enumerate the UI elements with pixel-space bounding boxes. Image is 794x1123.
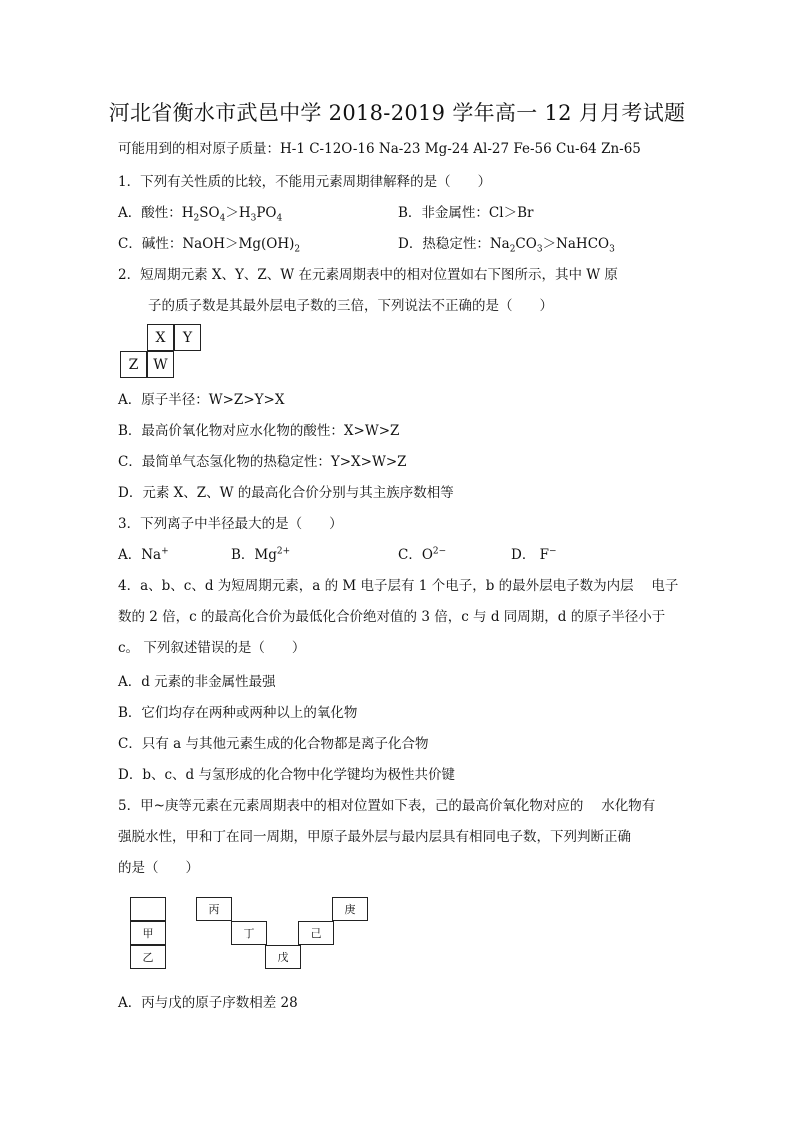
q4-option-a[interactable]: A．d 元素的非金属性最强	[118, 674, 276, 690]
q5-cell-empty	[130, 897, 166, 921]
q5-cell-yi: 乙	[130, 945, 166, 969]
q2-option-a[interactable]: A．原子半径：W>Z>Y>X	[118, 392, 285, 408]
q5-cell-bing: 丙	[196, 897, 232, 921]
q2-stem-line1: 2．短周期元素 X、Y、Z、W 在元素周期表中的相对位置如右下图所示，其中 W 原	[118, 267, 618, 283]
q4-stem-line1: 4．a、b、c、d 为短周期元素，a 的 M 电子层有 1 个电子，b 的最外层电子数为内层 电子	[118, 578, 679, 594]
q2-cell-y: Y	[174, 324, 201, 351]
q5-stem-line2: 强脱水性，甲和丁在同一周期，甲原子最外层与最内层具有相同电子数，下列判断正确	[118, 829, 631, 845]
q3-stem: 3．下列离子中半径最大的是（ ）	[118, 516, 343, 532]
q4-option-c[interactable]: C．只有 a 与其他元素生成的化合物都是离子化合物	[118, 736, 429, 752]
q5-cell-ding: 丁	[231, 921, 267, 945]
q3-option-a[interactable]: A．Na+	[118, 546, 169, 563]
q5-cell-ji: 己	[298, 921, 334, 945]
page-title: 河北省衡水市武邑中学 2018-2019 学年高一 12 月月考试题	[108, 101, 686, 125]
q2-cell-z: Z	[120, 351, 147, 378]
q3-option-b[interactable]: B．$Mg^{2+}$	[231, 546, 291, 563]
q1-option-c[interactable]: C．碱性：$NaOH>Mg(OH)_2$	[118, 236, 301, 255]
q4-stem-line3: c。 下列叙述错误的是（ ）	[118, 640, 306, 656]
q2-option-c[interactable]: C．最简单气态氢化物的热稳定性：Y>X>W>Z	[118, 454, 407, 470]
q2-option-b[interactable]: B．最高价氧化物对应水化物的酸性：X>W>Z	[118, 423, 400, 439]
q2-cell-x: X	[147, 324, 174, 351]
q4-stem-line2: 数的 2 倍，c 的最高化合价为最低化合价绝对值的 3 倍，c 与 d 同周期，d 的原子半径小于	[118, 609, 666, 625]
q4-option-d[interactable]: D．b、c、d 与氢形成的化合物中化学键均为极性共价键	[118, 767, 455, 783]
q5-stem-line3: 的是（ ）	[118, 860, 199, 876]
q1-option-d[interactable]: D．热稳定性：$Na_2CO_3>NaHCO_3$	[398, 236, 615, 255]
q1-stem: 1．下列有关性质的比较，不能用元素周期律解释的是（ ）	[118, 174, 492, 190]
q4-option-b[interactable]: B．它们均存在两种或两种以上的氧化物	[118, 705, 358, 721]
q3-option-d[interactable]: D． F−	[511, 546, 557, 563]
q3-option-c[interactable]: C．$O^{2-}$	[398, 546, 447, 563]
q5-cell-geng: 庚	[332, 897, 368, 921]
q5-stem-line1: 5．甲~庚等元素在元素周期表中的相对位置如下表，己的最高价氧化物对应的 水化物有	[118, 798, 656, 814]
q5-cell-jia: 甲	[130, 921, 166, 945]
atomic-masses: 可能用到的相对原子质量：H-1 C-12O-16 Na-23 Mg-24 Al-27 Fe-56 Cu-64 Zn-65	[118, 141, 641, 157]
q5-cell-wu: 戊	[265, 945, 301, 969]
q1-option-a[interactable]: A．酸性：$H_2SO_4>H_3PO_4$	[118, 205, 283, 224]
q2-option-d[interactable]: D．元素 X、Z、W 的最高化合价分别与其主族序数相等	[118, 485, 454, 501]
q2-stem-line2: 子的质子数是其最外层电子数的三倍，下列说法不正确的是（ ）	[148, 298, 553, 314]
q5-option-a[interactable]: A．丙与戊的原子序数相差 28	[118, 995, 298, 1011]
q1-option-b[interactable]: B．非金属性：Cl＞Br	[398, 205, 534, 221]
q2-cell-w: W	[147, 351, 174, 378]
